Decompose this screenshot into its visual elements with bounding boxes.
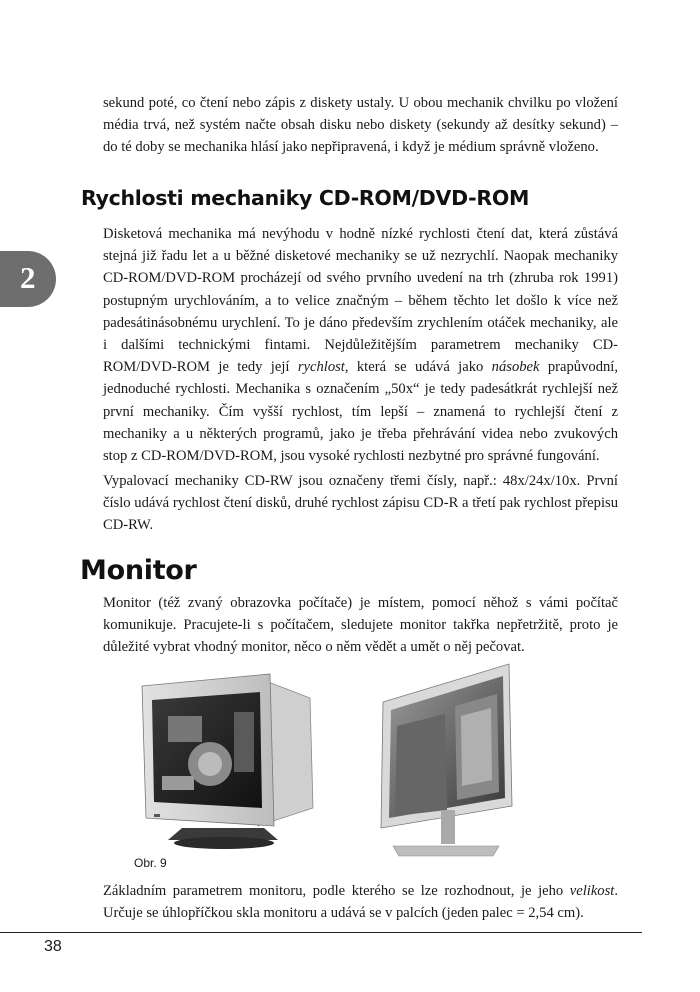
section-heading-cdrom-speed: Rychlosti mechaniky CD-ROM/DVD-ROM xyxy=(81,186,530,210)
emphasis-term: násobek xyxy=(491,359,540,376)
text-run: . Určuje se úhlopříčkou skla monitoru a udává se v palcích (jeden palec = 2,54 cm). xyxy=(103,883,618,922)
text-run: Základním parametrem monitoru, podle kterého se lze rozhodnout, je jeho xyxy=(103,883,570,899)
chapter-number: 2 xyxy=(20,260,36,295)
text-run: Disketová mechanika má nevýhodu v hodně nízké rychlosti čtení dat, která zůstává stejná již řadu let a u běžné disketové mechaniky se už nezrychlí. Naopak mechaniky CD-ROM/DVD-ROM procházejí od svého prvního uvedení na trh (zhruba rok 1991) postupným urychlováním, a to velice značným – během těchto let došlo k více než padesátinásobnému urychlení. To je dáno především zrychlením otáček mechaniky, ale i dalšími technickými fintami. Nejdůležitějším parametrem mechaniky CD-ROM/DVD-ROM je tedy její xyxy=(103,226,618,376)
intro-paragraph: sekund poté, co čtení nebo zápis z diskety ustaly. U obou mechanik chvilku po vložení média trvá, než systém načte obsah disku nebo diskety (sekundy až desítky sekund) – do té doby se mechanika hlásí jako nepřipravená, i když je médium správně vloženo. xyxy=(103,95,618,156)
emphasis-term: rychlost xyxy=(297,359,345,376)
text-run: prapůvodní, jednoduché rychlosti. Mechanika s označením „50x“ je tedy padesátkrát rychlejší než první mechaniky. Čím vyšší rychlost, tím lepší – znamená to rychlejší čtení z mechaniky a u některých programů, jako je třeba přehrávání videa nebo zvukových stop z CD-ROM/DVD-ROM, jsou vysoké rychlosti nezbytné pro správné fungování. xyxy=(103,359,618,465)
footer-rule xyxy=(0,932,642,933)
text-run: , která se udává jako xyxy=(344,359,492,376)
cdrom-speed-paragraph xyxy=(103,223,618,467)
figure-caption: Obr. 9 xyxy=(134,856,167,870)
section-heading-monitor: Monitor xyxy=(80,555,197,586)
monitor-intro-paragraph: Monitor (též zvaný obrazovka počítače) je místem, pomocí něhož s vámi počítač komunikuje. Pracujete-li s počítačem, sledujete monitor takřka nepřetržitě, proto je důležité vybrat vhodný monitor, něco o něm vědět a umět o něj pečovat. xyxy=(103,595,618,656)
lcd-monitor-image xyxy=(375,660,515,865)
monitor-size-paragraph xyxy=(103,880,618,924)
chapter-tab xyxy=(0,251,56,307)
crt-monitor-image xyxy=(138,668,318,853)
cdrw-paragraph: Vypalovací mechaniky CD-RW jsou označeny třemi čísly, např.: 48x/24x/10x. První číslo udává rychlost čtení disků, druhé rychlost zápisu CD-R a třetí pak rychlost přepisu CD-RW. xyxy=(103,473,618,534)
page-number: 38 xyxy=(44,938,62,955)
emphasis-term: velikost xyxy=(569,883,615,899)
